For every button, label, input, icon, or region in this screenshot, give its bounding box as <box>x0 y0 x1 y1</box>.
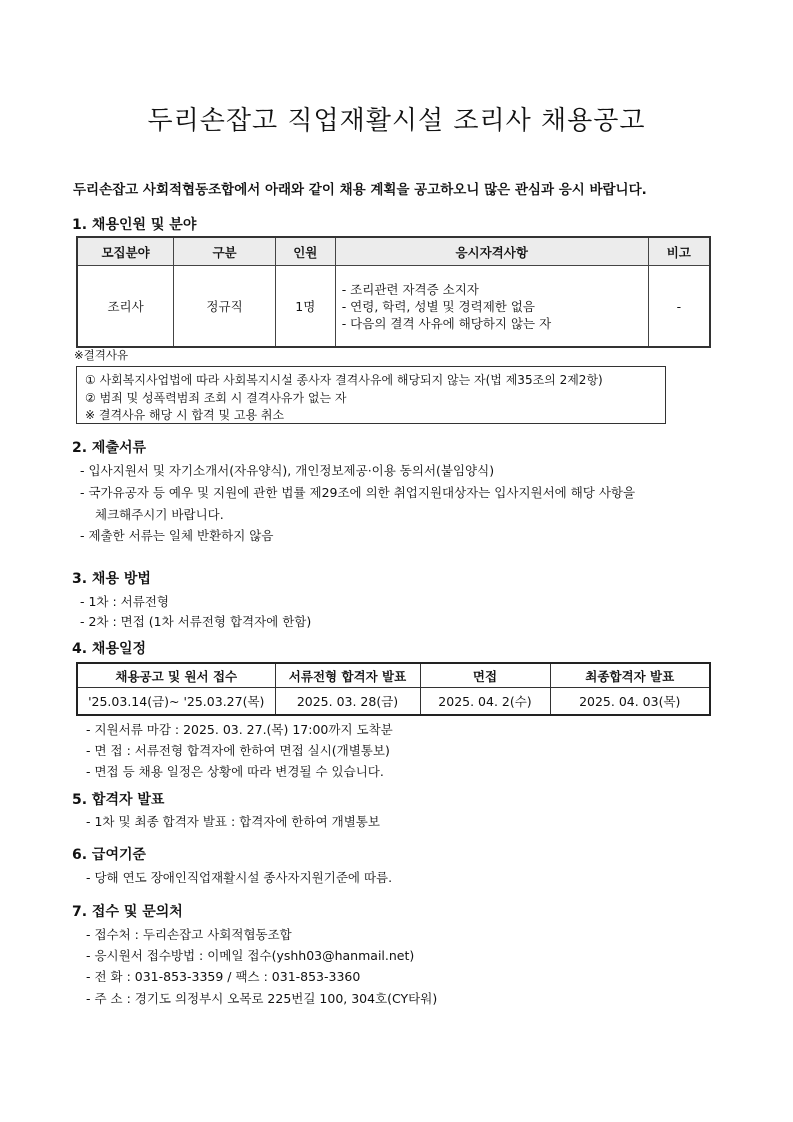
disqualification-item: ② 범죄 및 성폭력범죄 조회 시 결격사유가 없는 자 <box>85 390 347 405</box>
table-row <box>77 266 710 348</box>
page-title: 두리손잡고 직업재활시설 조리사 채용공고 <box>147 106 646 136</box>
schedule-cell: 2025. 04. 2(수) <box>420 688 550 716</box>
table-header-cell: 구분 <box>174 237 276 266</box>
table-header-cell: 모집분야 <box>77 237 174 266</box>
qualification-item: - 다음의 결격 사유에 해당하지 않는 자 <box>341 315 552 331</box>
salary-line: - 당해 연도 장애인직업재활시설 종사자지원기준에 따름. <box>86 870 393 885</box>
table-header-cell: 서류전형 합격자 발표 <box>275 663 420 688</box>
schedule-cell: '25.03.14(금)~ '25.03.27(목) <box>77 688 275 716</box>
documents-line: - 입사지원서 및 자기소개서(자유양식), 개인정보제공·이용 동의서(붙임양식) <box>80 463 495 478</box>
section-3-heading: 3. 채용 방법 <box>72 571 151 587</box>
intro-text: 두리손잡고 사회적협동조합에서 아래와 같이 채용 계획을 공고하오니 많은 관심과 응시 바랍니다. <box>73 182 647 198</box>
announcement-line: - 1차 및 최종 합격자 발표 : 합격자에 한하여 개별통보 <box>86 814 380 829</box>
documents-line: - 제출한 서류는 일체 반환하지 않음 <box>80 528 274 543</box>
table-header-cell: 최종합격자 발표 <box>550 663 710 688</box>
disqualification-box <box>76 366 666 424</box>
section-7-heading: 7. 접수 및 문의처 <box>72 904 183 920</box>
schedule-cell: 2025. 03. 28(금) <box>275 688 420 716</box>
schedule-table <box>76 662 711 716</box>
table-header-cell: 인원 <box>275 237 335 266</box>
qualification-item: - 연령, 학력, 성별 및 경력제한 없음 <box>341 298 535 314</box>
note-cell: - <box>648 266 710 348</box>
table-header-cell: 면접 <box>420 663 550 688</box>
recruitment-table <box>76 236 711 348</box>
documents-line: - 국가유공자 등 예우 및 지원에 관한 법률 제29조에 의한 취업지원대상자는 입사지원서에 해당 사항을 <box>80 485 636 500</box>
table-header-cell: 응시자격사항 <box>335 237 648 266</box>
table-row <box>77 688 710 716</box>
count-cell: 1명 <box>275 266 335 348</box>
contact-line: - 접수처 : 두리손잡고 사회적협동조합 <box>86 927 292 942</box>
disqualification-item: ① 사회복지사업법에 따라 사회복지시설 종사자 결격사유에 해당되지 않는 자(법 제35조의 2제2항) <box>85 373 603 387</box>
method-line: - 1차 : 서류전형 <box>80 594 169 609</box>
section-4-heading: 4. 채용일정 <box>72 641 147 657</box>
table-header-row <box>77 237 710 266</box>
section-5-heading: 5. 합격자 발표 <box>72 792 165 808</box>
qualification-item: - 조리관련 자격증 소지자 <box>341 281 479 297</box>
contact-line: - 주 소 : 경기도 의정부시 오목로 225번길 100, 304호(CY타워) <box>86 991 438 1006</box>
table-header-row <box>77 663 710 688</box>
section-1-heading: 1. 채용인원 및 분야 <box>72 217 197 233</box>
field-cell: 조리사 <box>77 266 174 348</box>
disqualification-label: ※결격사유 <box>74 348 129 362</box>
contact-line: - 응시원서 접수방법 : 이메일 접수(yshh03@hanmail.net) <box>86 948 415 963</box>
method-line: - 2차 : 면접 (1차 서류전형 합격자에 한함) <box>80 614 312 629</box>
table-header-cell: 채용공고 및 원서 접수 <box>77 663 275 688</box>
section-2-heading: 2. 제출서류 <box>72 440 147 456</box>
table-header-cell: 비고 <box>648 237 710 266</box>
schedule-note-line: - 면접 등 채용 일정은 상황에 따라 변경될 수 있습니다. <box>86 764 384 779</box>
schedule-note-line: - 면 접 : 서류전형 합격자에 한하여 면접 실시(개별통보) <box>86 743 390 758</box>
type-cell: 정규직 <box>174 266 276 348</box>
qualifications-cell <box>335 266 648 348</box>
disqualification-item: ※ 결격사유 해당 시 합격 및 고용 취소 <box>85 408 285 422</box>
schedule-cell: 2025. 04. 03(목) <box>550 688 710 716</box>
schedule-note-line: - 지원서류 마감 : 2025. 03. 27.(목) 17:00까지 도착분 <box>86 722 393 737</box>
contact-line: - 전 화 : 031-853-3359 / 팩스 : 031-853-3360 <box>86 969 361 984</box>
documents-line: 체크해주시기 바랍니다. <box>95 507 224 522</box>
section-6-heading: 6. 급여기준 <box>72 847 147 863</box>
